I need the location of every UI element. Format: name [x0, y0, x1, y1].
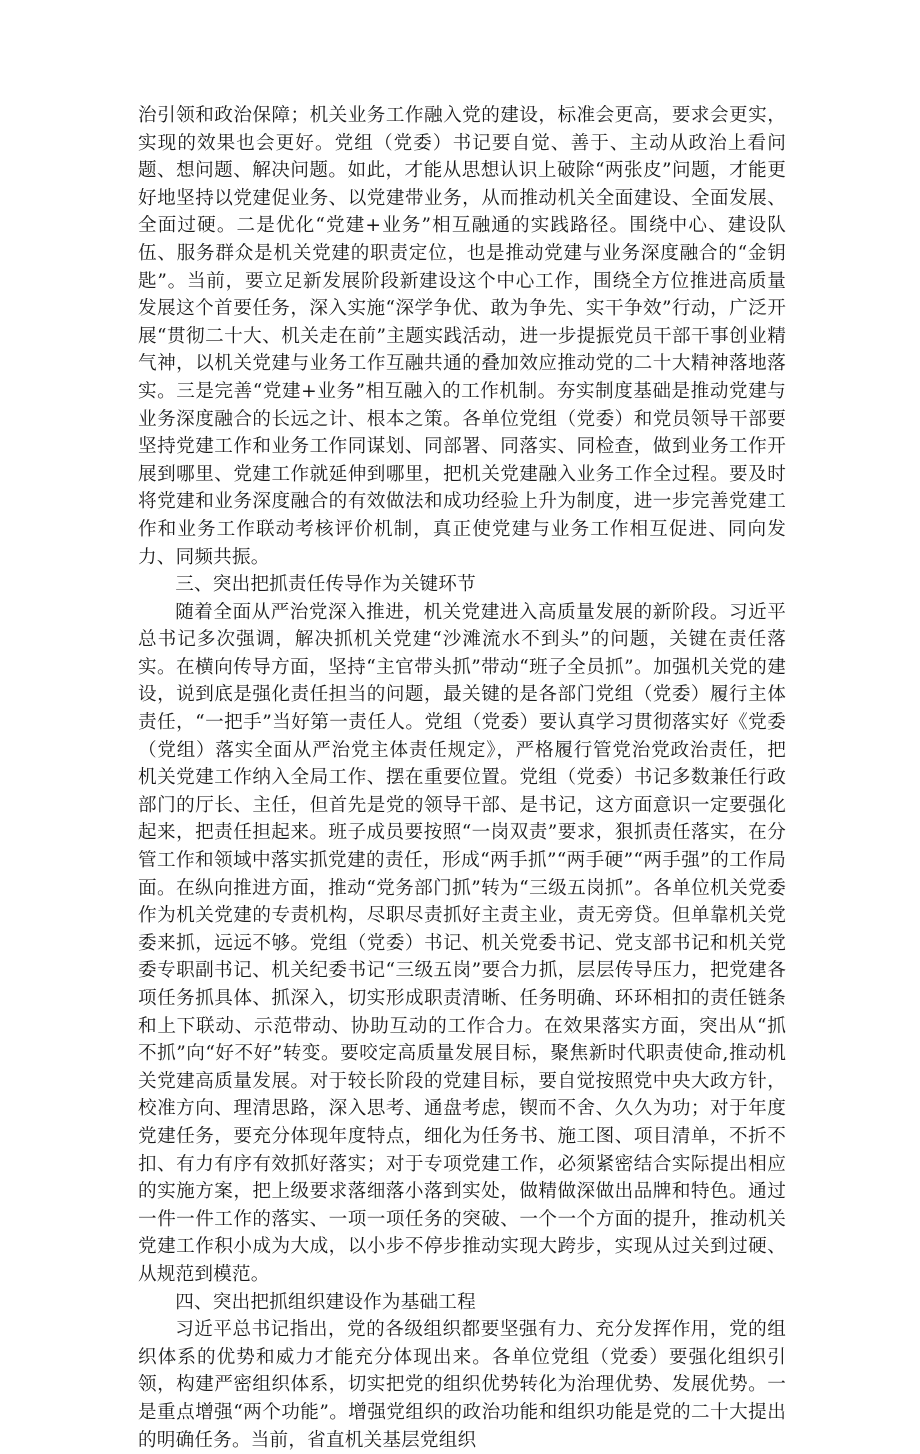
body-paragraph-1: 治引领和政治保障；机关业务工作融入党的建设，标准会更高，要求会更实，实现的效果也会更好。党组（党委）书记要自觉、善于、主动从政治上看问题、想问题、解决问题。如此，才能从思想认识上破除“两张皮”问题，才能更好地坚持以党建促业务、以党建带业务，从而推动机关全面建设、全面发展、全面过硬。二是优化“党建+业务”相互融通的实践路径。围绕中心、建设队伍、服务群众是机关党建的职责定位，也是推动党建与业务深度融合的“金钥匙”。当前，要立足新发展阶段新建设这个中心工作，围绕全方位推进高质量发展这个首要任务，深入实施“深学争优、敢为争先、实干争效”行动，广泛开展“贯彻二十大、机关走在前”主题实践活动，进一步提振党员干部干事创业精气神，以机关党建与业务工作互融共通的叠加效应推动党的二十大精神落地落实。三是完善“党建+业务”相互融入的工作机制。夯实制度基础是推动党建与业务深度融合的长远之计、根本之策。各单位党组（党委）和党员领导干部要坚持党建工作和业务工作同谋划、同部署、同落实、同检查，做到业务工作开展到哪里、党建工作就延伸到哪里，把机关党建融入业务工作全过程。要及时将党建和业务深度融合的有效做法和成功经验上升为制度，进一步完善党建工作和业务工作联动考核评价机制，真正使党建与业务工作相互促进、同向发力、同频共振。 — [138, 105, 786, 568]
body-paragraph-2: 随着全面从严治党深入推进，机关党建进入高质量发展的新阶段。习近平总书记多次强调，解决抓机关党建“沙滩流水不到头”的问题，关键在责任落实。在横向传导方面，坚持“主官带头抓”带动“班子全员抓”。加强机关党的建设，说到底是强化责任担当的问题，最关键的是各部门党组（党委）履行主体责任，“一把手”当好第一责任人。党组（党委）要认真学习贯彻落实好《党委（党组）落实全面从严治党主体责任规定》，严格履行管党治党政治责任，把机关党建工作纳入全局工作、摆在重要位置。党组（党委）书记多数兼任行政部门的厅长、主任，但首先是党的领导干部、是书记，这方面意识一定要强化起来，把责任担起来。班子成员要按照“一岗双责”要求，狠抓责任落实，在分管工作和领域中落实抓党建的责任，形成“两手抓”“两手硬”“两手强”的工作局面。在纵向推进方面，推动“党务部门抓”转为“三级五岗抓”。各单位机关党委作为机关党建的专责机构，尽职尽责抓好主责主业，责无旁贷。但单靠机关党委来抓，远远不够。党组（党委）书记、机关党委书记、党支部书记和机关党委专职副书记、机关纪委书记“三级五岗”要合力抓，层层传导压力，把党建各项任务抓具体、抓深入，切实形成职责清晰、任务明确、环环相扣的责任链条和上下联动、示范带动、协助互动的工作合力。在效果落实方面，突出从“抓不抓”向“好不好”转变。要咬定高质量发展目标，聚焦新时代职责使命,推动机关党建高质量发展。对于较长阶段的党建目标，要自觉按照党中央大政方针，校准方向、理清思路，深入思考、通盘考虑，锲而不舍、久久为功；对于年度党建任务，要充分体现年度特点，细化为任务书、施工图、项目清单，不折不扣、有力有序有效抓好落实；对于专项党建工作，必须紧密结合实际提出相应的实施方案，把上级要求落细落小落到实处，做精做深做出品牌和特色。通过一件一件工作的落实、一项一项任务的突破、一个一个方面的提升，推动机关党建工作积小成为大成，以小步不停步推动实现大跨步，实现从过关到过硬、从规范到模范。 — [138, 601, 786, 1285]
section-heading-4: 四、突出把抓组织建设作为基础工程 — [175, 1291, 476, 1313]
body-paragraph-3: 习近平总书记指出，党的各级组织都要坚强有力、充分发挥作用，党的组织体系的优势和威力才能充分体现出来。各单位党组（党委）要强化组织引领，构建严密组织体系，切实把党的组织优势转化为治理优势、发展优势。一是重点增强“两个功能”。增强党组织的政治功能和组织功能是党的二十大提出的明确任务。当前，省直机关基层党组织 — [138, 1319, 786, 1451]
section-heading-3: 三、突出把抓责任传导作为关键环节 — [175, 574, 476, 596]
document-page — [138, 102, 786, 1454]
